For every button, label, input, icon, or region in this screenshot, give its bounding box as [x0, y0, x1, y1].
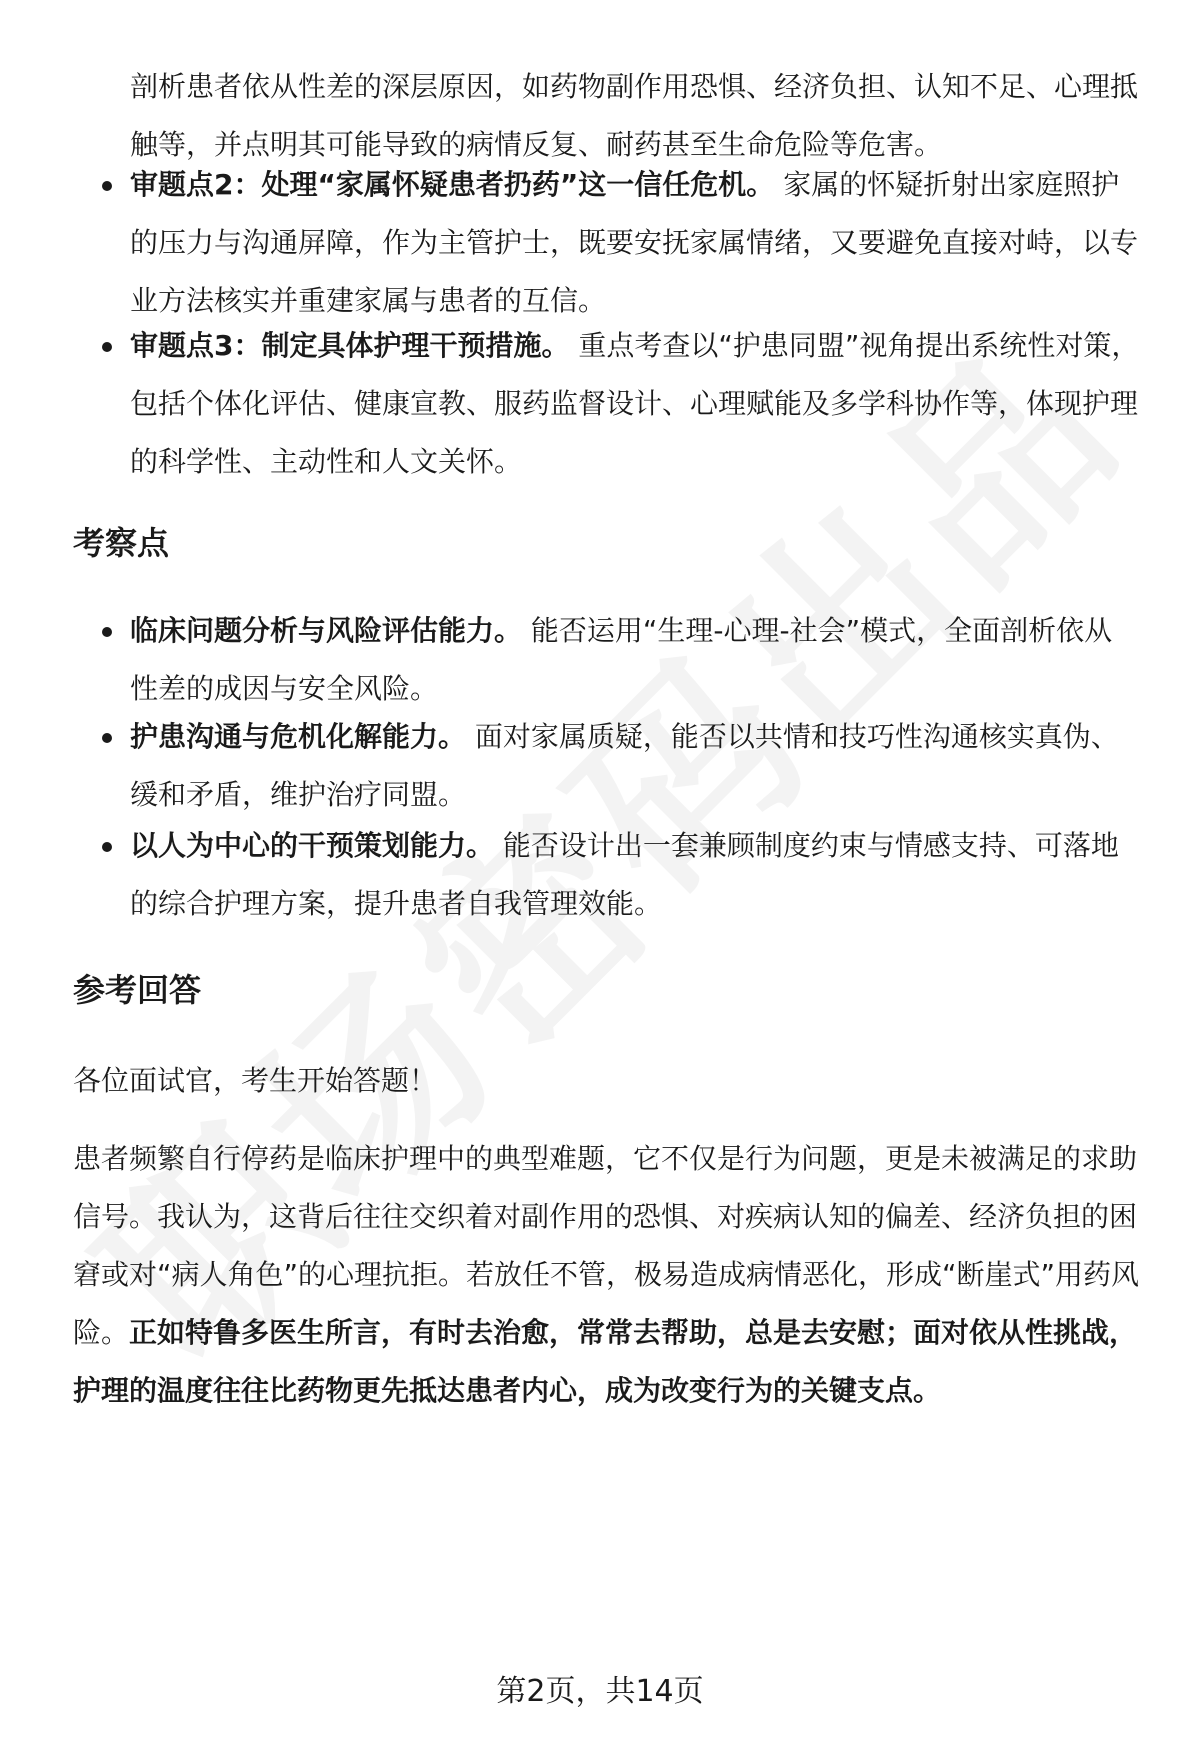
kaocha-point-2: [130, 708, 1140, 824]
kaocha-point-text: 面对家属质疑，能否以共情和技巧性沟通核实真伪、缓和矛盾，维护治疗同盟。: [130, 720, 1119, 811]
kaocha-point-title: 以人为中心的干预策划能力。: [130, 829, 495, 862]
section-heading-kaocha: 考察点: [73, 524, 170, 562]
continuation-text: 剖析患者依从性差的深层原因，如药物副作用恐惧、经济负担、认知不足、心理抵触等，并点明其可能导致的病情反复、耐药甚至生命危险等危害。: [130, 70, 1139, 161]
review-point-text: 重点考查以“护患同盟”视角提出系统性对策，包括个体化评估、健康宣教、服药监督设计、心理赋能及多学科协作等，体现护理的科学性、主动性和人文关怀。: [130, 329, 1140, 478]
kaocha-point-3: [130, 817, 1140, 933]
answer-intro: 各位面试官，考生开始答题！: [73, 1064, 438, 1097]
review-point-text: 家属的怀疑折射出家庭照护的压力与沟通屏障，作为主管护士，既要安抚家属情绪，又要避免直接对峙，以专业方法核实并重建家属与患者的互信。: [130, 168, 1139, 317]
review-point-2: [130, 156, 1140, 330]
kaocha-point-title: 护患沟通与危机化解能力。: [130, 720, 467, 753]
answer-paragraph: [73, 1130, 1143, 1420]
section-heading-answer: 参考回答: [73, 971, 202, 1009]
kaocha-point-text: 能否设计出一套兼顾制度约束与情感支持、可落地的综合护理方案，提升患者自我管理效能。: [130, 829, 1119, 920]
review-point-3: [130, 317, 1140, 491]
answer-emphasis: 正如特鲁多医生所言，有时去治愈，常常去帮助，总是去安慰；面对依从性挑战，护理的温度往往比药物更先抵达患者内心，成为改变行为的关键支点。: [73, 1316, 1138, 1407]
answer-text: 患者频繁自行停药是临床护理中的典型难题，它不仅是行为问题，更是未被满足的求助信号。我认为，这背后往往交织着对副作用的恐惧、对疾病认知的偏差、经济负担的困窘或对“病人角色”的心理抗拒。若放任不管，极易造成病情恶化，形成“断崖式”用药风险。: [73, 1142, 1140, 1349]
kaocha-point-title: 临床问题分析与风险评估能力。: [130, 614, 523, 647]
review-point-title: 审题点3：制定具体护理干预措施。: [130, 329, 570, 362]
review-point-title: 审题点2：处理“家属怀疑患者扔药”这一信任危机。: [130, 168, 775, 201]
kaocha-point-1: [130, 602, 1140, 718]
kaocha-point-text: 能否运用“生理-心理-社会”模式，全面剖析依从性差的成因与安全风险。: [130, 614, 1113, 705]
page-footer: 第2页，共14页: [496, 1674, 704, 1709]
